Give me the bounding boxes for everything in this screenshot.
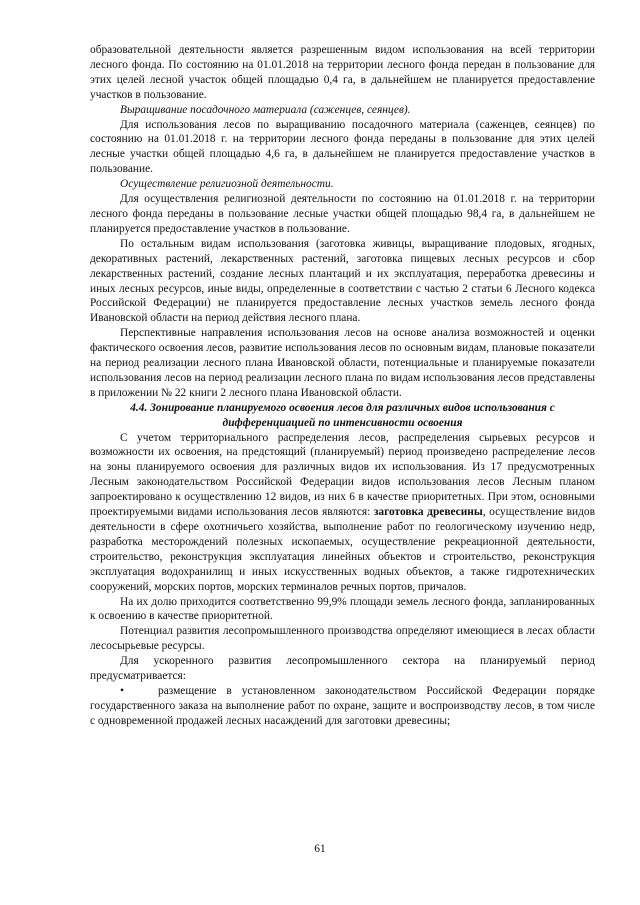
zoning-bold-term: заготовка древесины	[373, 506, 483, 519]
list-item	[90, 684, 595, 729]
zoning-text-end: , осуществление видов деятельности в сфере охотничьего хозяйства, выполнение работ по геологическому изучению недр, разработка месторождений полезных ископаемых, осуществление рекреационной деятельности, строительство, реконструкция эксплуатация линейных объектов и строительство, реконструкция эксплуатация водохранилищ и иных искусственных водных объектов, а также гидротехнических сооружений, морских портов, морских терминалов речных портов, причалов.	[90, 506, 595, 593]
section-heading: 4.4. Зонирование планируемого освоения лесов для различных видов использования с дифференциацией по интенсивности освоения	[130, 401, 555, 429]
subheading-planting-material: Выращивание посадочного материала (саженцев, сеянцев).	[120, 103, 411, 116]
bullet-icon: •	[120, 684, 124, 697]
page-body	[90, 43, 595, 729]
paragraph-acceleration: Для ускоренного развития лесопромышленного сектора на планируемый период предусматривается:	[90, 655, 595, 683]
paragraph-other-uses: По остальным видам использования (заготовка живицы, выращивание плодовых, ягодных, декоративных растений, лекарственных растений, заготовка пищевых лесных ресурсов и сбор лекарственных растений, создание лесных плантаций и их эксплуатация, переработка древесины и иных лесных ресурсов, иные виды, определенные в соответствии с частью 2 статьи 6 Лесного кодекса Российской Федерации) не планируется предоставление лесных участков земель лесного фонда Ивановской области на период действия лесного плана.	[90, 237, 595, 325]
list-item-text: размещение в установленном законодательством Российской Федерации порядке государственного заказа на выполнение работ по охране, защите и воспроизводству лесов, в том числе с одновременной продажей лесных насаждений для заготовки древесины;	[90, 684, 595, 727]
paragraph-potential: Потенциал развития лесопромышленного производства определяют имеющиеся в лесах области лесосырьевые ресурсы.	[90, 625, 595, 653]
paragraph-zoning	[90, 431, 595, 595]
subheading-religious-activity: Осуществление религиозной деятельности.	[120, 178, 334, 191]
paragraph-religious-activity: Для осуществления религиозной деятельности по состоянию на 01.01.2018 г. на территории лесного фонда переданы в пользование лесные участки общей площадью 98,4 га, в дальнейшем не планируется предоставление участков в пользование.	[90, 193, 595, 235]
paragraph-perspective-directions: Перспективные направления использования лесов на основе анализа возможностей и оценки фактического освоения лесов, развитие использования лесов по основным видам, плановые показатели на период реализации лесного плана Ивановской области, потенциальные и планируемые показатели использования лесов на период реализации лесного плана по видам использования лесов представлены в приложении № 22 книги 2 лесного плана Ивановской области.	[90, 327, 595, 399]
paragraph-education-use: образовательной деятельности является разрешенным видом использования на всей территории лесного фонда. По состоянию на 01.01.2018 на территории лесного фонда передан в пользование для этих целей лесной участок общей площадью 0,4 га, в дальнейшем не планируется предоставление участков в пользование.	[90, 44, 595, 101]
paragraph-planting-material: Для использования лесов по выращиванию посадочного материала (саженцев, сеянцев) по состоянию на 01.01.2018 г. на территории лесного фонда переданы в пользование для этих целей лесные участки общей площадью 4,6 га, в дальнейшем не планируется предоставление участков в пользование.	[90, 118, 595, 176]
paragraph-share: На их долю приходится соответственно 99,9% площади земель лесного фонда, запланированных к освоению в качестве приоритетной.	[90, 595, 595, 623]
zoning-text-start: С учетом территориального распределения лесов, распределения сырьевых ресурсов и возможности их освоения, на предстоящий (планируемый) период произведено распределение лесов на зоны планируемого освоения для различных видов их использования. Из 17 предусмотренных Лесным законодательством Российской Федерации видов использования лесов Лесным планом запроектировано к осуществлению 12 видов, из них 6 в качестве приоритетных. При этом, основными проектируемыми видами использования лесов являются:	[90, 431, 595, 519]
page-number: 61	[314, 843, 326, 855]
